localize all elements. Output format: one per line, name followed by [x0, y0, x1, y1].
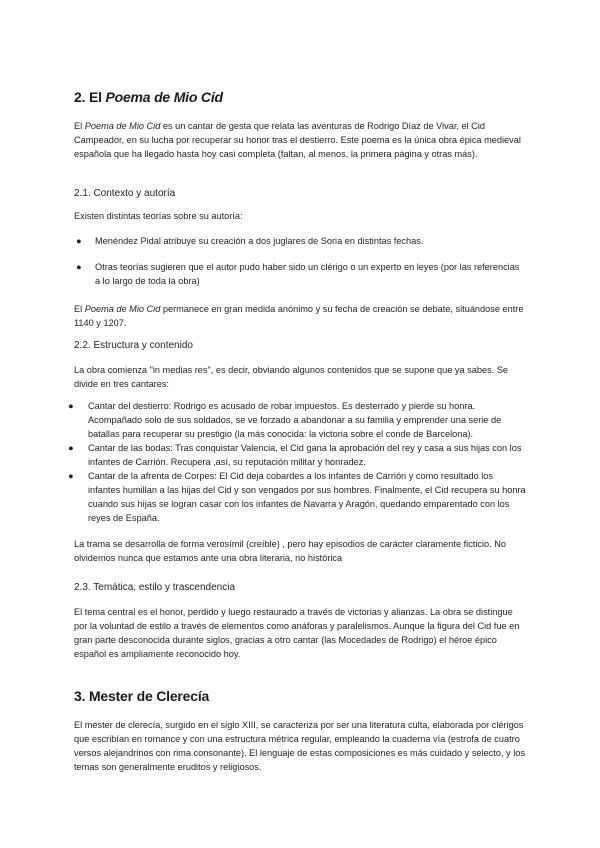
subsection-2-3-body: El tema central es el honor, perdido y luego restaurado a través de victorias y alianzas. La obra se distingue por la voluntad de estilo a través de elementos como anáforas y paralelismos. Aunque la figura del Cid fue en gran parte desconocida durante siglos, gracias a otro cantar (las Mocedades de Rodrigo) el héroe épico español es ampliamente reconocido hoy. — [74, 607, 520, 659]
list-item: ● Cantar de la afrenta de Corpes: El Cid deja cobardes a los infantes de Carrión y como resultado los infantes humillan a las hijas del Cid y son vengados por sus hombres. Finalmente, el Cid recupera su honra cuando sus hijas se logran casar con los infantes de Navarra y Aragón, quedando emparentado con los reyes de España. — [68, 471, 526, 523]
subsection-2-2-lead: La obra comienza "in medias res", es decir, obviando algunos contenidos que se supone que ya sabes. Se divide en tres cantares: — [74, 365, 509, 389]
list-item: ● Menéndez Pidal atribuye su creación a dos juglares de Soria en distintas fechas. — [76, 236, 424, 246]
section-2-heading: 2. El Poema de Mio Cid — [74, 89, 223, 105]
bullet-icon: ● — [68, 443, 74, 453]
list-item: ● Cantar de las bodas: Tras conquistar Valencia, el Cid gana la aprobación del rey y casa a sus hijas con los infantes de Carrión. Recupera ,así, su reputación militar y honradez. — [68, 443, 522, 467]
subsection-2-3-title: 2.3. Temática, estilo y trascendencia — [74, 582, 236, 593]
subsection-2-2-closing: La trama se desarrolla de forma verosímil (creíble) , pero hay episodios de carácter claramente ficticio. No olvidemos nunca que estamos ante una obra literaria, no histórica — [74, 539, 506, 563]
section-2-intro: El Poema de Mio Cid es un cantar de gesta que relata las aventuras de Rodrigo Díaz de Vivar, el Cid Campeador, en su lucha por recuperar su honor tras el destierro. Este poema es la única obra épica medieval española que ha llegado hasta hoy casi completa (faltan, al menos, la primera página y otras más). — [74, 121, 521, 159]
bullet-icon: ● — [68, 401, 74, 411]
bullet-icon: ● — [76, 262, 82, 272]
bullet-icon: ● — [76, 236, 82, 246]
list-item: ● Otras teorías sugieren que el autor pudo haber sido un clérigo o un experto en leyes (por las referencias a lo largo de toda la obra) — [76, 262, 520, 286]
cantares-list — [68, 399, 526, 525]
subsection-2-1-title: 2.1. Contexto y autoría — [74, 188, 176, 199]
section-3-body: El mester de clerecía, surgido en el siglo XIII, se caracteriza por ser una literatura culta, elaborada por clérigos que escribían en romance y con una estructura métrica regular, empleando la cuaderna vía (estrofa de cuatro versos alejandrinos con rima consonante). El lenguaje de estas composiciones es más cuidado y selecto, y los temas son generalmente eruditos y religiosos. — [74, 720, 525, 772]
subsection-2-1-closing: El Poema de Mio Cid permanece en gran medida anónimo y su fecha de creación se debate, situándose entre 1140 y 1207. — [74, 304, 524, 328]
subsection-2-2-title: 2.2. Estructura y contenido — [74, 340, 193, 351]
bullet-icon: ● — [68, 471, 74, 481]
subsection-2-1-lead: Existen distintas teorías sobre su autoría: — [74, 211, 243, 221]
section-3-heading: 3. Mester de Clerecía — [74, 688, 210, 704]
authorship-list — [74, 234, 526, 288]
list-item: ● Cantar del destierro: Rodrigo es acusado de robar impuestos. Es desterrado y pierde su honra. Acompañado solo de sus soldados, se ve forzado a abandonar a su familia y emprender una serie de batallas para recuperar su prestigio (la más conocida: la victoria sobre el conde de Barcelona). — [68, 401, 502, 439]
